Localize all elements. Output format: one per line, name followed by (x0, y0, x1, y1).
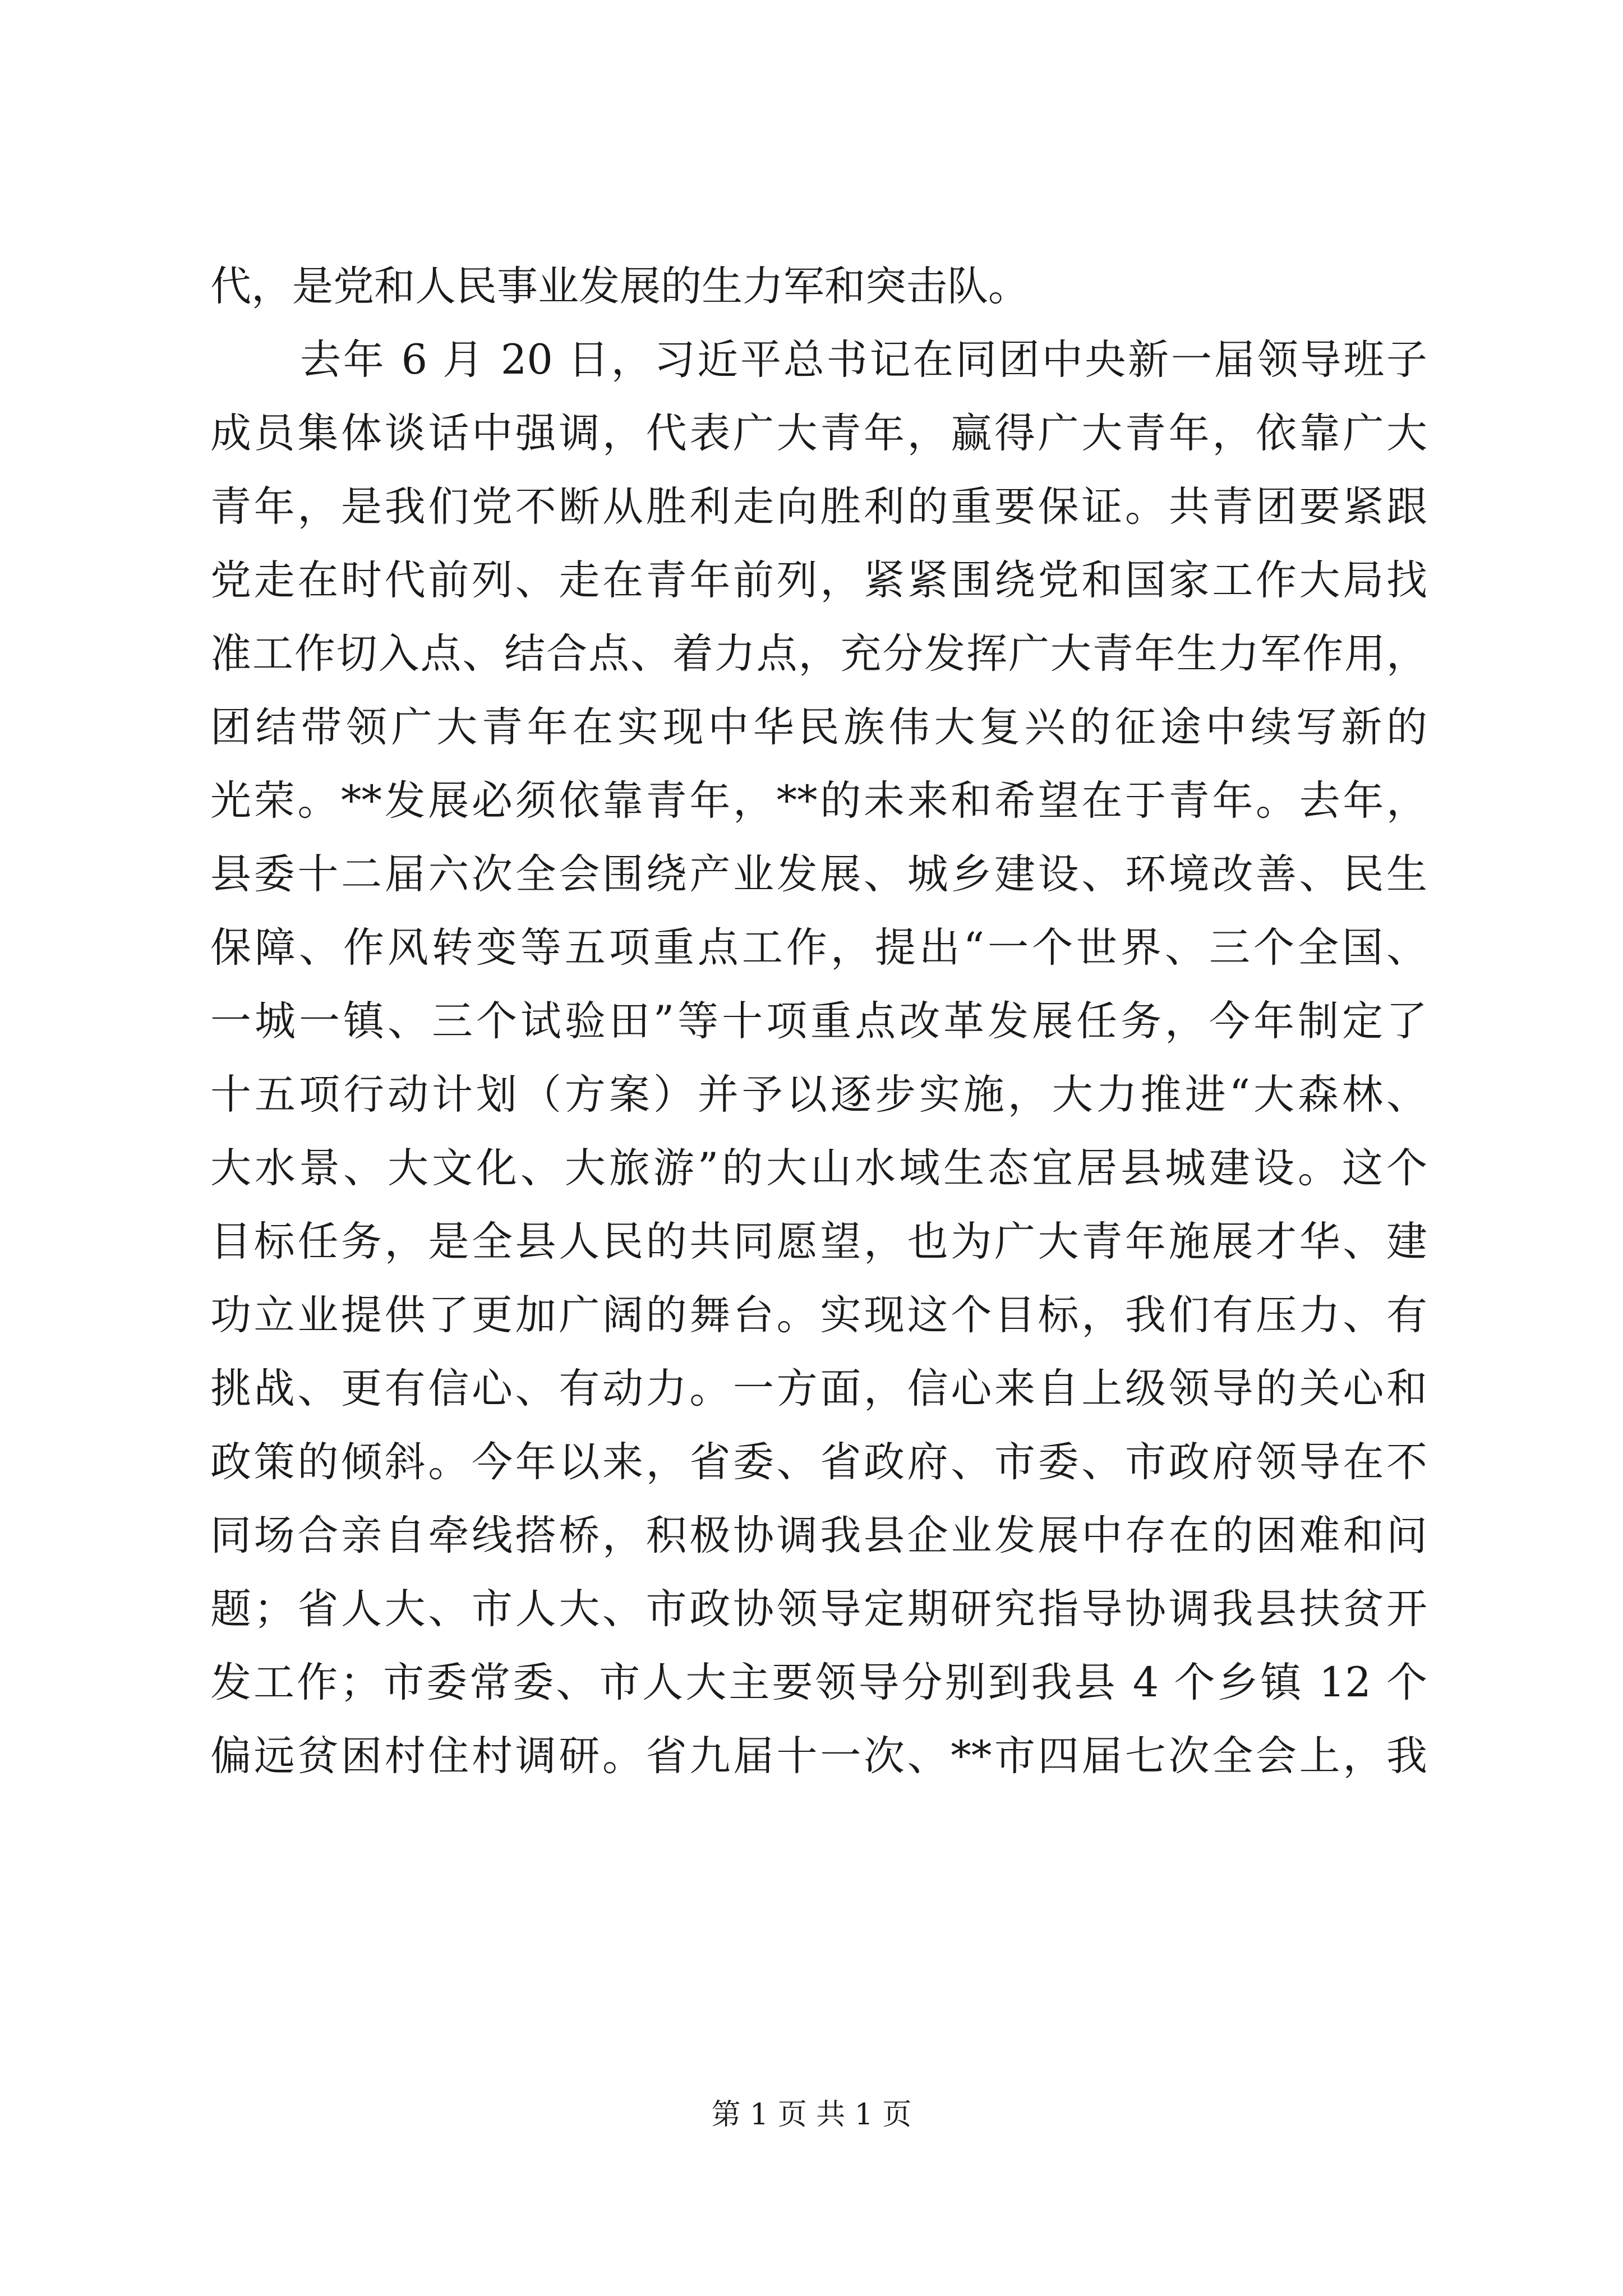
text-line: 青年，是我们党不断从胜利走向胜利的重要保证。共青团要紧跟 (210, 483, 1427, 531)
text-line: 题；省人大、市人大、市政协领导定期研究指导协调我县扶贫开 (210, 1585, 1427, 1633)
text-line: 目标任务，是全县人民的共同愿望，也为广大青年施展才华、建 (210, 1218, 1427, 1266)
text-line: 成员集体谈话中强调，代表广大青年，赢得广大青年，依靠广大 (210, 409, 1427, 457)
text-line: 同场合亲自牵线搭桥，积极协调我县企业发展中存在的困难和问 (210, 1512, 1427, 1559)
text-line: 大水景、大文化、大旅游”的大山水域生态宜居县城建设。这个 (210, 1144, 1427, 1192)
text-line: 政策的倾斜。今年以来，省委、省政府、市委、市政府领导在不 (210, 1438, 1427, 1486)
text-line: 去年 6 月 20 日，习近平总书记在同团中央新一届领导班子 (300, 336, 1427, 384)
text-line: 代，是党和人民事业发展的生力军和突击队。 (210, 263, 1029, 310)
text-line: 光荣。**发展必须依靠青年，**的未来和希望在于青年。去年， (210, 777, 1427, 825)
text-line: 团结带领广大青年在实现中华民族伟大复兴的征途中续写新的 (210, 703, 1427, 751)
text-line: 一城一镇、三个试验田”等十项重点改革发展任务，今年制定了 (210, 997, 1427, 1045)
text-line: 功立业提供了更加广阔的舞台。实现这个目标，我们有压力、有 (210, 1291, 1427, 1339)
text-line: 发工作；市委常委、市人大主要领导分别到我县 4 个乡镇 12 个 (210, 1659, 1427, 1706)
text-line: 偏远贫困村住村调研。省九届十一次、**市四届七次全会上，我 (210, 1732, 1427, 1780)
text-line: 挑战、更有信心、有动力。一方面，信心来自上级领导的关心和 (210, 1365, 1427, 1412)
text-line: 准工作切入点、结合点、着力点，充分发挥广大青年生力军作用， (210, 630, 1427, 678)
text-line: 十五项行动计划（方案）并予以逐步实施，大力推进“大森林、 (210, 1071, 1427, 1119)
text-line: 党走在时代前列、走在青年前列，紧紧围绕党和国家工作大局找 (210, 556, 1427, 604)
text-line: 保障、作风转变等五项重点工作，提出“一个世界、三个全国、 (210, 924, 1427, 972)
body-text (210, 250, 1427, 1793)
page-footer: 第 1 页 共 1 页 (711, 2098, 912, 2132)
text-line: 县委十二届六次全会围绕产业发展、城乡建设、环境改善、民生 (210, 850, 1427, 898)
